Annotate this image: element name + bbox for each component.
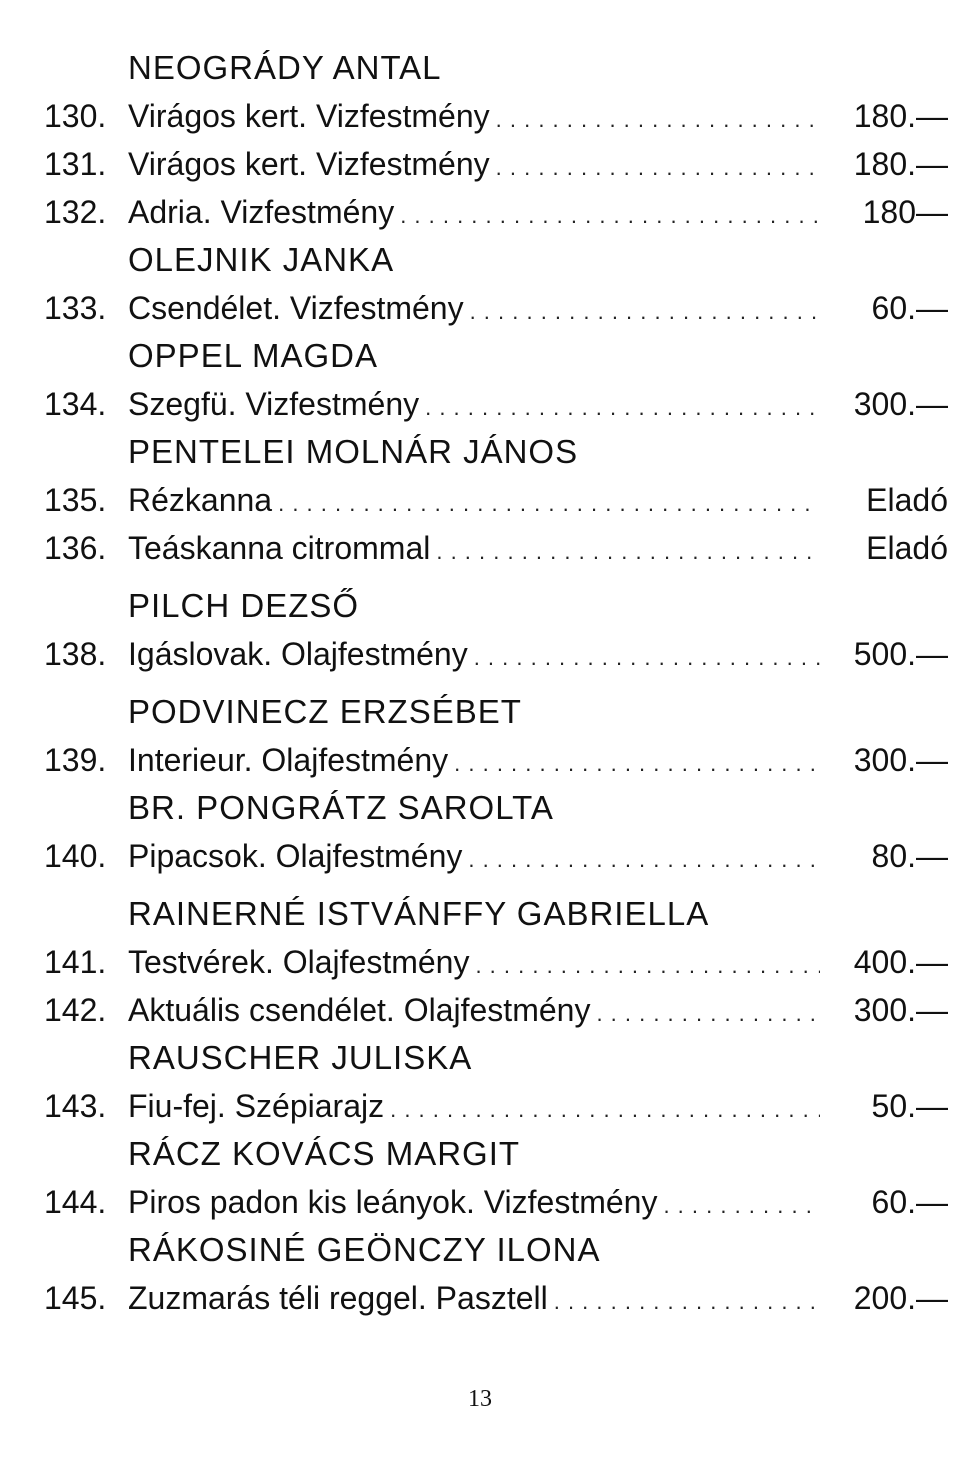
catalog-entry xyxy=(0,938,960,986)
entry-number: 144. xyxy=(44,1184,107,1220)
entry-number: 135. xyxy=(44,482,107,518)
entry-price: Eladó xyxy=(866,530,948,566)
entry-title: Interieur. Olajfestmény xyxy=(128,742,449,778)
entry-price: 400.— xyxy=(853,944,948,980)
catalog-entry xyxy=(0,380,960,428)
entry-price: 50.— xyxy=(871,1088,948,1124)
catalog-list xyxy=(0,44,960,1322)
dot-leader xyxy=(496,140,820,192)
dot-leader xyxy=(663,1178,820,1230)
artist-heading: PODVINECZ ERZSÉBET xyxy=(128,693,522,730)
artist-heading: BR. PONGRÁTZ SAROLTA xyxy=(128,789,554,826)
dot-leader xyxy=(470,284,820,336)
entry-title: Piros padon kis leányok. Vizfestmény xyxy=(128,1184,658,1220)
dot-leader xyxy=(425,380,820,432)
catalog-entry xyxy=(0,1178,960,1226)
entry-number: 140. xyxy=(44,838,107,874)
entry-title: Adria. Vizfestmény xyxy=(128,194,395,230)
entry-title: Igáslovak. Olajfestmény xyxy=(128,636,468,672)
artist-heading: OLEJNIK JANKA xyxy=(128,241,395,278)
artist-heading: PENTELEI MOLNÁR JÁNOS xyxy=(128,433,579,470)
entry-price: Eladó xyxy=(866,482,948,518)
dot-leader xyxy=(554,1274,820,1326)
entry-price: 60.— xyxy=(871,290,948,326)
entry-number: 132. xyxy=(44,194,107,230)
dot-leader xyxy=(454,736,820,788)
entry-number: 141. xyxy=(44,944,107,980)
artist-heading: RAINERNÉ ISTVÁNFFY GABRIELLA xyxy=(128,895,710,932)
dot-leader xyxy=(596,986,820,1038)
entry-price: 300.— xyxy=(853,386,948,422)
dot-leader xyxy=(278,476,820,528)
catalog-entry xyxy=(0,1274,960,1322)
entry-number: 130. xyxy=(44,98,107,134)
entry-title: Rézkanna xyxy=(128,482,273,518)
entry-price: 200.— xyxy=(853,1280,948,1316)
dot-leader xyxy=(468,832,820,884)
entry-price: 300.— xyxy=(853,742,948,778)
entry-title: Virágos kert. Vizfestmény xyxy=(128,98,490,134)
entry-title: Teáskanna citrommal xyxy=(128,530,431,566)
catalog-entry xyxy=(0,986,960,1034)
entry-title: Testvérek. Olajfestmény xyxy=(128,944,470,980)
artist-heading: PILCH DEZSŐ xyxy=(128,587,360,624)
catalog-entry xyxy=(0,92,960,140)
entry-title: Szegfü. Vizfestmény xyxy=(128,386,420,422)
page-number: 13 xyxy=(468,1386,492,1412)
entry-title: Virágos kert. Vizfestmény xyxy=(128,146,490,182)
catalog-entry xyxy=(0,630,960,678)
entry-price: 300.— xyxy=(853,992,948,1028)
entry-number: 131. xyxy=(44,146,107,182)
entry-number: 145. xyxy=(44,1280,107,1316)
entry-number: 139. xyxy=(44,742,107,778)
artist-heading: OPPEL MAGDA xyxy=(128,337,379,374)
entry-number: 143. xyxy=(44,1088,107,1124)
entry-price: 180.— xyxy=(853,146,948,182)
entry-price: 60.— xyxy=(871,1184,948,1220)
catalog-entry xyxy=(0,736,960,784)
entry-number: 134. xyxy=(44,386,107,422)
dot-leader xyxy=(436,524,820,576)
entry-price: 180.— xyxy=(853,98,948,134)
dot-leader xyxy=(496,92,820,144)
entry-price: 500.— xyxy=(853,636,948,672)
entry-price: 180— xyxy=(862,194,948,230)
catalog-entry xyxy=(0,1082,960,1130)
artist-heading: RAUSCHER JULISKA xyxy=(128,1039,473,1076)
entry-title: Csendélet. Vizfestmény xyxy=(128,290,464,326)
entry-title: Pipacsok. Olajfestmény xyxy=(128,838,463,874)
entry-title: Zuzmarás téli reggel. Pasztell xyxy=(128,1280,548,1316)
artist-heading: RÁKOSINÉ GEÖNCZY ILONA xyxy=(128,1231,601,1268)
catalog-entry xyxy=(0,140,960,188)
dot-leader xyxy=(400,188,820,240)
entry-number: 136. xyxy=(44,530,107,566)
dot-leader xyxy=(475,938,820,990)
catalog-entry xyxy=(0,476,960,524)
artist-heading: RÁCZ KOVÁCS MARGIT xyxy=(128,1135,521,1172)
artist-heading: NEOGRÁDY ANTAL xyxy=(128,49,442,86)
catalog-entry xyxy=(0,832,960,880)
catalog-entry xyxy=(0,284,960,332)
entry-number: 142. xyxy=(44,992,107,1028)
entry-title: Fiu-fej. Szépiarajz xyxy=(128,1088,385,1124)
catalog-entry xyxy=(0,524,960,572)
dot-leader xyxy=(390,1082,820,1134)
entry-price: 80.— xyxy=(871,838,948,874)
catalog-entry xyxy=(0,188,960,236)
entry-number: 133. xyxy=(44,290,107,326)
dot-leader xyxy=(474,630,820,682)
entry-number: 138. xyxy=(44,636,107,672)
entry-title: Aktuális csendélet. Olajfestmény xyxy=(128,992,591,1028)
